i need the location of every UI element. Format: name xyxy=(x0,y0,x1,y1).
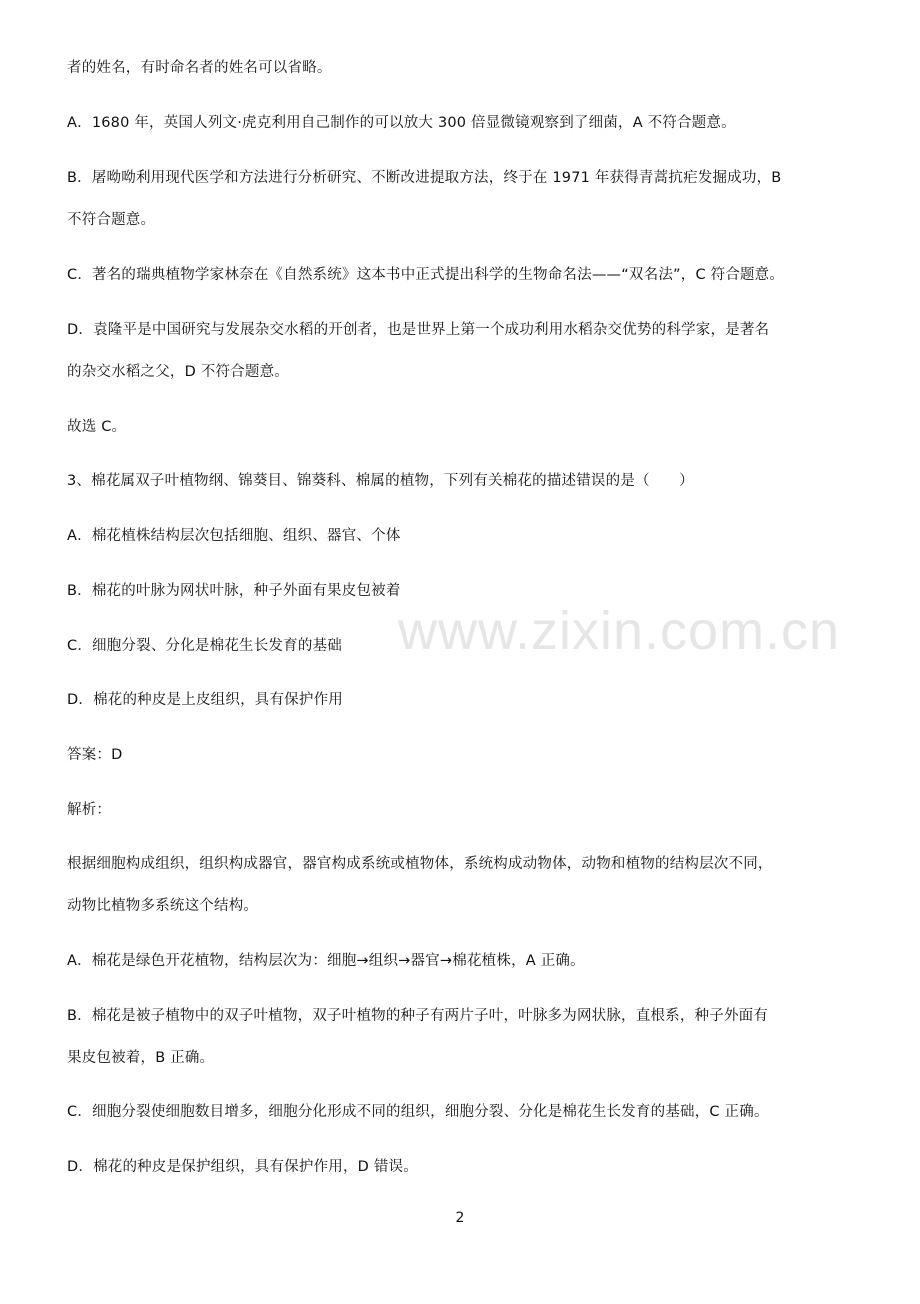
text-line: 不符合题意。 xyxy=(67,212,156,228)
analysis-heading: 解析： xyxy=(67,802,112,818)
text-line: 故选 C。 xyxy=(67,419,127,435)
text-line: C．著名的瑞典植物学家林奈在《自然系统》这本书中正式提出科学的生物命名法——“双名法”，C 符合题意。 xyxy=(67,267,785,283)
question-stem: 3、棉花属双子叶植物纲、锦葵目、锦葵科、棉属的植物，下列有关棉花的描述错误的是（ ） xyxy=(67,473,694,489)
text-line: 果皮包被着，B 正确。 xyxy=(67,1050,215,1066)
text-line: A．1680 年，英国人列文·虎克利用自己制作的可以放大 300 倍显微镜观察到了细菌，A 不符合题意。 xyxy=(67,115,736,131)
option-b: B．棉花的叶脉为网状叶脉，种子外面有果皮包被着 xyxy=(67,583,401,599)
page-number: 2 xyxy=(455,1210,465,1226)
text-line: C．细胞分裂使细胞数目增多，细胞分化形成不同的组织，细胞分裂、分化是棉花生长发育的基础，C 正确。 xyxy=(67,1104,769,1120)
text-line: 者的姓名，有时命名者的姓名可以省略。 xyxy=(67,60,332,76)
text-line: 根据细胞构成组织，组织构成器官，器官构成系统或植物体，系统构成动物体，动物和植物的结构层次不同， xyxy=(67,856,773,872)
text-line: 的杂交水稻之父，D 不符合题意。 xyxy=(67,364,289,380)
text-line: B．屠呦呦利用现代医学和方法进行分析研究、不断改进提取方法，终于在 1971 年获得青蒿抗疟发掘成功，B xyxy=(67,170,782,186)
option-c: C．细胞分裂、分化是棉花生长发育的基础 xyxy=(67,638,342,654)
option-a: A．棉花植株结构层次包括细胞、组织、器官、个体 xyxy=(67,528,401,544)
watermark: www.zixin.com.cn xyxy=(398,601,841,661)
text-line: A．棉花是绿色开花植物，结构层次为：细胞→组织→器官→棉花植株，A 正确。 xyxy=(67,953,585,969)
text-line: D．棉花的种皮是保护组织，具有保护作用，D 错误。 xyxy=(67,1159,418,1175)
text-line: 动物比植物多系统这个结构。 xyxy=(67,898,259,914)
text-line: D．袁隆平是中国研究与发展杂交水稻的开创者，也是世界上第一个成功利用水稻杂交优势的科学家，是著名 xyxy=(67,322,770,338)
option-d: D．棉花的种皮是上皮组织，具有保护作用 xyxy=(67,692,343,708)
text-line: B．棉花是被子植物中的双子叶植物，双子叶植物的种子有两片子叶，叶脉多为网状脉，直根系，种子外面有 xyxy=(67,1008,769,1024)
answer: 答案：D xyxy=(67,747,123,763)
